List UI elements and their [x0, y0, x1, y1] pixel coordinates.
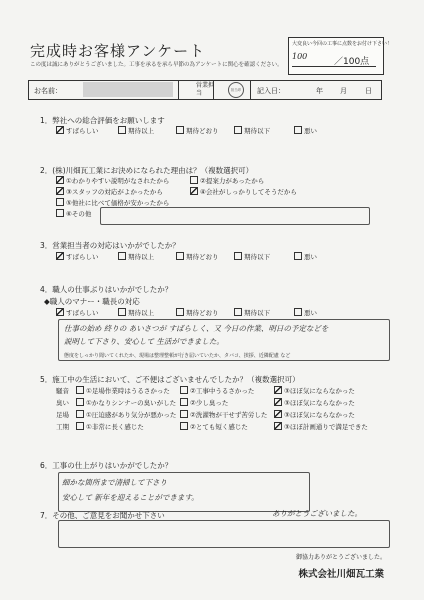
q2-option[interactable]: ①わかりやすい説明がなされたから	[56, 176, 169, 185]
q5-title: 5．施工中の生活において、ご不便はございませんでしたか？（複数選択可）	[40, 375, 300, 384]
q5-option[interactable]: ③ほぼ気にならなかった	[274, 386, 355, 395]
q5-option[interactable]: ③ほぼ計画通りで満足できた	[274, 422, 368, 431]
q5-option[interactable]: ①かなりシンナーの臭いがした	[76, 398, 176, 407]
q5-option[interactable]: ②とても短く感じた	[180, 422, 248, 431]
q5-option[interactable]: ①非常に長く感じた	[76, 422, 144, 431]
q3-option[interactable]: 悪い	[294, 252, 317, 261]
info-divider	[178, 80, 179, 100]
q4-option[interactable]: すばらしい	[56, 308, 99, 317]
q1-option[interactable]: 期待以上	[118, 126, 154, 135]
q6-title: 6．工事の仕上がりはいかがでしたか？	[40, 461, 173, 470]
q4-option[interactable]: 悪い	[294, 308, 317, 317]
q1-option[interactable]: すばらしい	[56, 126, 99, 135]
q3-option[interactable]: すばらしい	[56, 252, 99, 261]
q5-option[interactable]: ①足場作業時はうるさかった	[76, 386, 170, 395]
score-note: 大変良い今回の工事に点数をお付け下さい！	[292, 41, 393, 47]
q6-handwriting-line: 細かな箇所まで清掃して下さり	[62, 478, 167, 487]
q4-option[interactable]: 期待以下	[234, 308, 270, 317]
q7-title: 7．その他、ご意見をお聞かせ下さい	[40, 511, 165, 520]
q3-option[interactable]: 期待どおり	[176, 252, 219, 261]
date-day: 日	[365, 87, 372, 95]
q2-option[interactable]: ⑥その他	[56, 209, 91, 218]
date-label: 記入日：	[257, 87, 285, 95]
q1-option[interactable]: 期待以下	[234, 126, 270, 135]
q5-option[interactable]: ②工事中うるさかった	[180, 386, 254, 395]
q2-option[interactable]: ④会社がしっかりしてそうだから	[190, 187, 297, 196]
q4-option[interactable]: 期待以上	[118, 308, 154, 317]
sales-label: 営業担当	[196, 82, 215, 97]
name-redacted	[83, 82, 173, 97]
footer-company: 株式会社川畑瓦工業	[298, 569, 384, 580]
q2-option[interactable]: ⑤他社に比べて価格が安かったから	[56, 198, 169, 207]
footer-thanks: 御協力ありがとうございました。	[295, 554, 386, 561]
q1-option[interactable]: 悪い	[294, 126, 317, 135]
q4-note: 態度をしっかり聞いてくれたか、現場は整理整頓が行き届いていたか、タバコ、挨拶、近隣配慮 など	[64, 353, 291, 359]
q1-option[interactable]: 期待どおり	[176, 126, 219, 135]
q4-option[interactable]: 期待どおり	[176, 308, 219, 317]
info-divider	[213, 80, 214, 100]
q4-subtitle: ◆職人のマナー・職長の対応	[44, 297, 140, 306]
q4-title: 4．職人の仕事ぶりはいかがでしたか？	[40, 285, 173, 294]
page-title: 完成時お客様アンケート	[30, 42, 206, 60]
q5-row-label: 足場	[56, 411, 69, 419]
q4-handwriting-line: 説明して下さり、安心して 生活ができました。	[64, 337, 224, 346]
q2-option[interactable]: ②提案力があったから	[190, 176, 264, 185]
q3-option[interactable]: 期待以上	[118, 252, 154, 261]
q5-option[interactable]: ②洗濯物が干せず苦労した	[180, 410, 267, 419]
q5-option[interactable]: ③ほぼ気にならなかった	[274, 410, 355, 419]
score-suffix: ／100点	[334, 57, 370, 67]
q2-other-box[interactable]	[100, 207, 370, 225]
q4-handwriting-line: 仕事の始め 終りの あいさつが すばらしく、又 今日の作業、明日の予定などを	[64, 324, 329, 333]
q2-title: 2．(株)川畑瓦工業にお決めになられた理由は？（複数選択可）	[40, 166, 254, 175]
q5-row-label: 騒音	[56, 387, 69, 395]
info-divider	[250, 80, 251, 100]
q7-handwriting: ありがとうございました。	[272, 509, 362, 518]
q5-option[interactable]: ③ほぼ気にならなかった	[274, 398, 355, 407]
q1-title: 1．弊社への総合評価をお願いします	[40, 116, 165, 125]
sales-seal: 担当印	[228, 82, 244, 98]
q7-answer-box[interactable]	[58, 520, 390, 548]
score-underline	[292, 66, 376, 67]
q5-row-label: 臭い	[56, 399, 69, 407]
score-value: 100	[292, 52, 308, 61]
date-year: 年	[316, 87, 323, 95]
page-subtitle: この度は誠にありがとうございました。工事を承るを承ら早節の為アンケートに関心を確認ください。	[30, 62, 283, 68]
name-label: お名前：	[34, 87, 62, 95]
q3-title: 3．営業担当者の対応はいかがでしたか？	[40, 241, 180, 250]
q3-option[interactable]: 期待以下	[234, 252, 270, 261]
q5-option[interactable]: ①圧迫感があり気分が悪かった	[76, 410, 176, 419]
q6-handwriting-line: 安心して 新年を迎えることができます。	[62, 493, 199, 502]
date-month: 月	[340, 87, 347, 95]
q2-option[interactable]: ③スタッフの対応がよかったから	[56, 187, 163, 196]
q5-option[interactable]: ②少し臭った	[180, 398, 228, 407]
q5-row-label: 工期	[56, 423, 69, 431]
